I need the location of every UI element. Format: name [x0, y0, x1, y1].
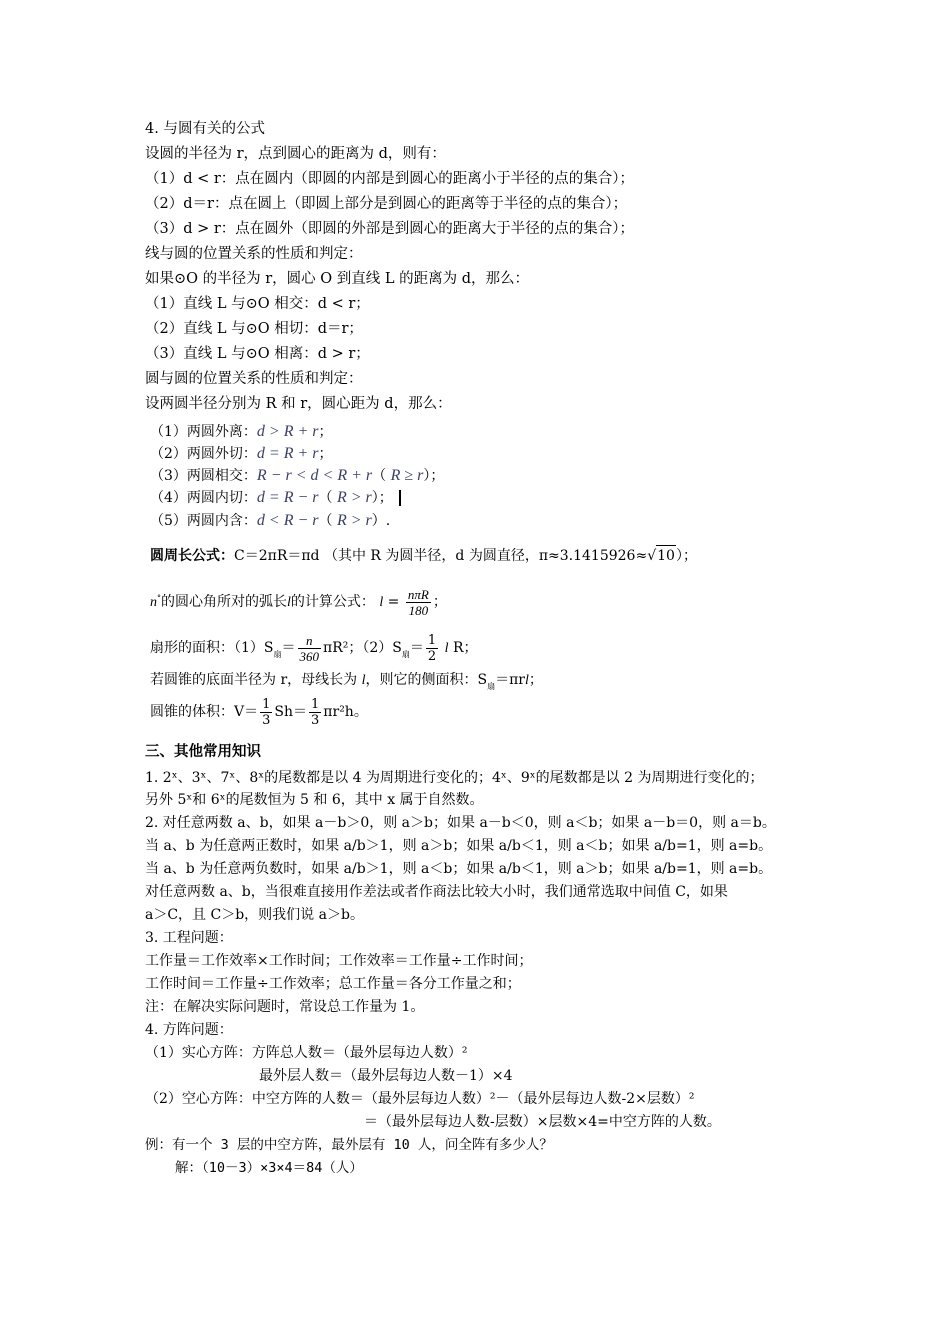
relation-label: （2）两圆外切： [150, 446, 257, 462]
text-line: ＝（最外层每边人数-层数）×层数×4=中空方阵的人数。 [364, 1114, 721, 1130]
sector-area-formula: 扇形的面积：$(1)S_扇=$ $\frac{n}{360}$ πR²；$(2)S_扇=$ $\frac{1}{2}$ l R； [150, 632, 478, 664]
text-line: 设圆的半径为 r，点到圆心的距离为 d，则有： [145, 146, 446, 162]
text-line: （2）d＝r：点在圆上（即圆上部分是到圆心的距离等于半径的点的集合）； [145, 196, 628, 212]
text-line: 对任意两数 a、b，当很难直接用作差法或者作商法比较大小时，我们通常选取中间值 C，如果 [145, 884, 728, 900]
relation-formula: d > R + r [256, 423, 319, 440]
text-line: 另外 5ˣ和 6ˣ的尾数恒为 5 和 6，其中 x 属于自然数。 [145, 792, 484, 808]
relation-formula: d < R − r [256, 512, 319, 529]
relation-formula: d = R − r [256, 489, 319, 506]
relation-label: （1）两圆外离： [150, 424, 257, 440]
text-line: 线与圆的位置关系的性质和判定： [145, 246, 363, 262]
text-line: 工作时间＝工作量÷工作效率；总工作量＝各分工作量之和； [145, 976, 521, 992]
circumference-body: C＝2πR＝πd （其中 R 为圆半径，d 为圆直径，π≈3.1415926≈ [234, 548, 648, 564]
text-line: （3）直线 L 与⊙O 相离：d > r； [145, 346, 370, 362]
circle-relation-4: （4）两圆内切：d = R − r（ R > r）； [150, 488, 401, 508]
relation-label: （5）两圆内含： [150, 513, 257, 529]
circle-relation-1 [150, 422, 333, 442]
text-line: 当 a、b 为任意两正数时，如果 a/b＞1，则 a＞b；如果 a/b＜1，则 a＜b；如果 a/b=1，则 a=b。 [145, 838, 773, 854]
text-line: 1. 2ˣ、3ˣ、7ˣ、8ˣ的尾数都是以 4 为周期进行变化的；4ˣ、9ˣ的尾数都是以 2 为周期进行变化的； [145, 770, 764, 786]
text-line: 注：在解决实际问题时，常设总工作量为 1。 [145, 999, 425, 1015]
cone-fraction-1: $\frac{1}{3}$ [262, 696, 271, 728]
circle-relation-2 [150, 444, 333, 464]
text-line: 2. 对任意两数 a、b，如果 a－b＞0，则 a＞b；如果 a－b＜0，则 a＜b；如果 a－b＝0，则 a＝b。 [145, 815, 776, 831]
text-line: 4. 方阵问题： [145, 1022, 233, 1038]
text-line: 圆与圆的位置关系的性质和判定： [145, 371, 363, 387]
text-line: （1）直线 L 与⊙O 相交：d < r； [145, 296, 370, 312]
circumference-heading: 圆周长公式： [150, 548, 234, 564]
cone-volume-formula: 圆锥的体积：V＝ $\frac{1}{3}$ Sh＝ $\frac{1}{3}$ πr²h。 [150, 696, 368, 728]
circumference-end: ）； [675, 548, 697, 564]
relation-condition: R > r [336, 489, 372, 506]
arc-length-formula: n°的圆心角所对的弧长l的计算公式： l = $\frac{\text{nπR}}{180}$ ； [150, 586, 447, 618]
section-title: 三、其他常用知识 [145, 743, 261, 760]
text-line: 3. 工程问题： [145, 930, 233, 946]
relation-condition: R ≥ r [390, 467, 424, 484]
text-line: 当 a、b 为任意两负数时，如果 a/b＞1，则 a＜b；如果 a/b＜1，则 a＞b；如果 a/b=1，则 a=b。 [145, 861, 773, 877]
text-line: 最外层人数＝（最外层每边人数－1）×4 [259, 1068, 513, 1084]
circle-relation-5: （5）两圆内含：d < R − r（ R > r）. [150, 512, 391, 529]
example-solution: 解：（10－3）×3×4＝84（人） [175, 1160, 363, 1176]
text-line: 如果⊙O 的半径为 r，圆心 O 到直线 L 的距离为 d，那么： [145, 271, 530, 287]
relation-condition: R > r [336, 512, 372, 529]
text-line: （1）实心方阵：方阵总人数＝（最外层每边人数）² [145, 1045, 468, 1061]
arc-text-2: 的计算公式： [290, 594, 375, 610]
text-line: 设两圆半径分别为 R 和 r，圆心距为 d，那么： [145, 396, 452, 412]
sector-fraction-1: $\frac{n}{360}$ [299, 632, 319, 664]
text-cursor [399, 490, 401, 506]
text-line: （3）d > r：点在圆外（即圆的外部是到圆心的距离大于半径的点的集合）； [145, 221, 635, 237]
relation-formula: R − r < d < R + r [256, 467, 373, 484]
cone-fraction-2: $\frac{1}{3}$ [311, 696, 320, 728]
text-line: （2）空心方阵：中空方阵的人数＝（最外层每边人数）²－（最外层每边人数-2×层数）² [145, 1091, 695, 1107]
cone-lateral-formula: 若圆锥的底面半径为 r，母线长为 l，则它的侧面积：$S_扇=\pi rl$； [150, 672, 543, 691]
relation-formula: d = R + r [256, 445, 319, 462]
relation-label: （3）两圆相交： [150, 468, 257, 484]
relation-tail: ）； [371, 490, 393, 506]
text-line: （2）直线 L 与⊙O 相切：d＝r； [145, 321, 363, 337]
relation-tail: ）. [371, 513, 391, 529]
arc-text: 的圆心角所对的弧长 [161, 594, 287, 610]
arc-fraction: $\frac{\text{nπR}}{180}$ [407, 586, 429, 618]
text-line: a＞C，且 C＞b，则我们说 a＞b。 [145, 907, 364, 923]
relation-tail: ； [318, 424, 333, 440]
circumference-formula: 圆周长公式：C＝2πR＝πd （其中 R 为圆半径，d 为圆直径，π≈3.1415926≈√10）； [150, 545, 697, 566]
relation-tail: ）； [423, 468, 445, 484]
relation-tail: ； [318, 446, 333, 462]
section-title: 4. 与圆有关的公式 [145, 121, 265, 137]
sector-fraction-2: $\frac{1}{2}$ [427, 632, 437, 664]
example-question: 例：有一个 3 层的中空方阵，最外层有 10 人，问全阵有多少人？ [145, 1137, 553, 1153]
text-line: （1）d < r：点在圆内（即圆的内部是到圆心的距离小于半径的点的集合）； [145, 171, 635, 187]
sqrt-value: 10 [656, 545, 676, 566]
circle-relation-3: （3）两圆相交：R − r < d < R + r（ R ≥ r）； [150, 467, 445, 484]
text-line: 工作量＝工作效率×工作时间；工作效率＝工作量÷工作时间； [145, 953, 533, 969]
relation-label: （4）两圆内切： [150, 490, 257, 506]
